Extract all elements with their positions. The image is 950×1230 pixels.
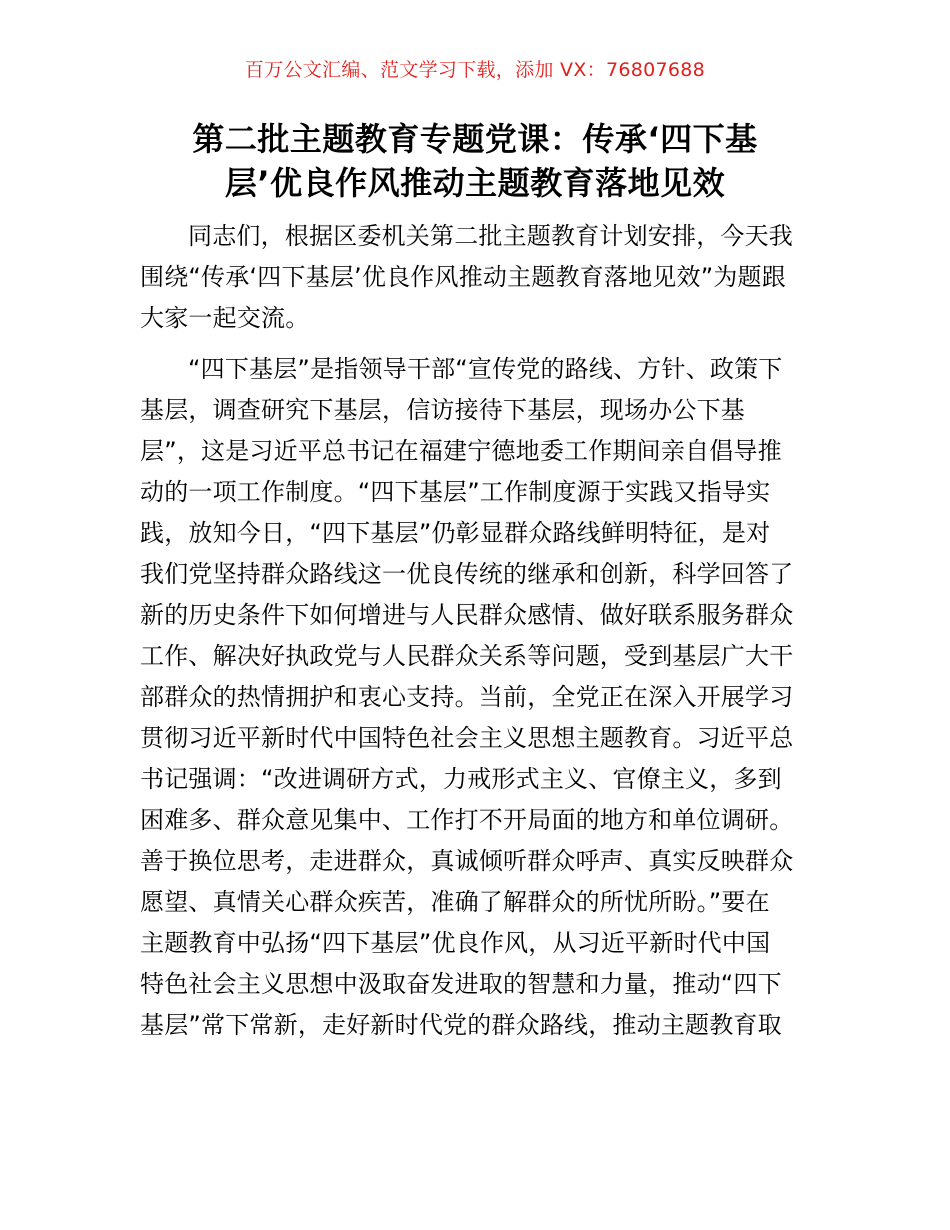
paragraph-line: 愿望、真情关心群众疾苦，准确了解群众的所忧所盼。”要在 [140,888,770,916]
document-body [140,216,812,1046]
paragraph-line: 大家一起交流。 [140,304,310,332]
title-line: 层’优良作风推动主题教育落地见效 [224,164,726,202]
paragraph-line: 困难多、群众意见集中、工作打不开局面的地方和单位调研。 [140,806,794,834]
paragraph-line: 围绕“传承‘四下基层’优良作风推动主题教育落地见效”为题跟 [140,263,786,291]
page-title [140,117,810,205]
header-watermark-text: 百万公文汇编、范文学习下载，添加 VX：76807688 [244,59,706,81]
paragraph-line: 基层，调查研究下基层，信访接待下基层，现场办公下基 [140,396,745,424]
title-line: 第二批主题教育专题党课：传承‘四下基 [192,120,758,158]
paragraph-line: 善于换位思考，走进群众，真诚倾听群众呼声、真实反映群众 [140,847,794,875]
paragraph-line: 部群众的热情拥护和衷心支持。当前，全党正在深入开展学习 [140,683,794,711]
paragraph-line: 工作、解决好执政党与人民群众关系等问题，受到基层广大干 [140,642,794,670]
paragraph-line: 主题教育中弘扬“四下基层”优良作风，从习近平新时代中国 [140,929,771,957]
paragraph-line: 贯彻习近平新时代中国特色社会主义思想主题教育。习近平总 [140,724,794,752]
paragraph-line: 书记强调：“改进调研方式，力戒形式主义、官僚主义，多到 [140,765,782,793]
paragraph-line: 践，放知今日，“四下基层”仍彰显群众路线鲜明特征，是对 [140,519,771,547]
paragraph-line: 同志们，根据区委机关第二批主题教育计划安排，今天我 [188,222,793,250]
paragraph-line: 新的历史条件下如何增进与人民群众感情、做好联系服务群众 [140,601,794,629]
paragraph-line: 我们党坚持群众路线这一优良传统的继承和创新，科学回答了 [140,560,794,588]
paragraph-line: 基层”常下常新，走好新时代党的群众路线，推动主题教育取 [140,1011,782,1039]
paragraph [140,216,812,339]
paragraph-line: “四下基层”是指领导干部“宣传党的路线、方针、政策下 [188,355,783,383]
paragraph-line: 动的一项工作制度。“四下基层”工作制度源于实践又指导实 [140,478,771,506]
paragraph [140,349,812,1046]
paragraph-line: 层”，这是习近平总书记在福建宁德地委工作期间亲自倡导推 [140,437,782,465]
paragraph-line: 特色社会主义思想中汲取奋发进取的智慧和力量，推动“四下 [140,970,782,998]
